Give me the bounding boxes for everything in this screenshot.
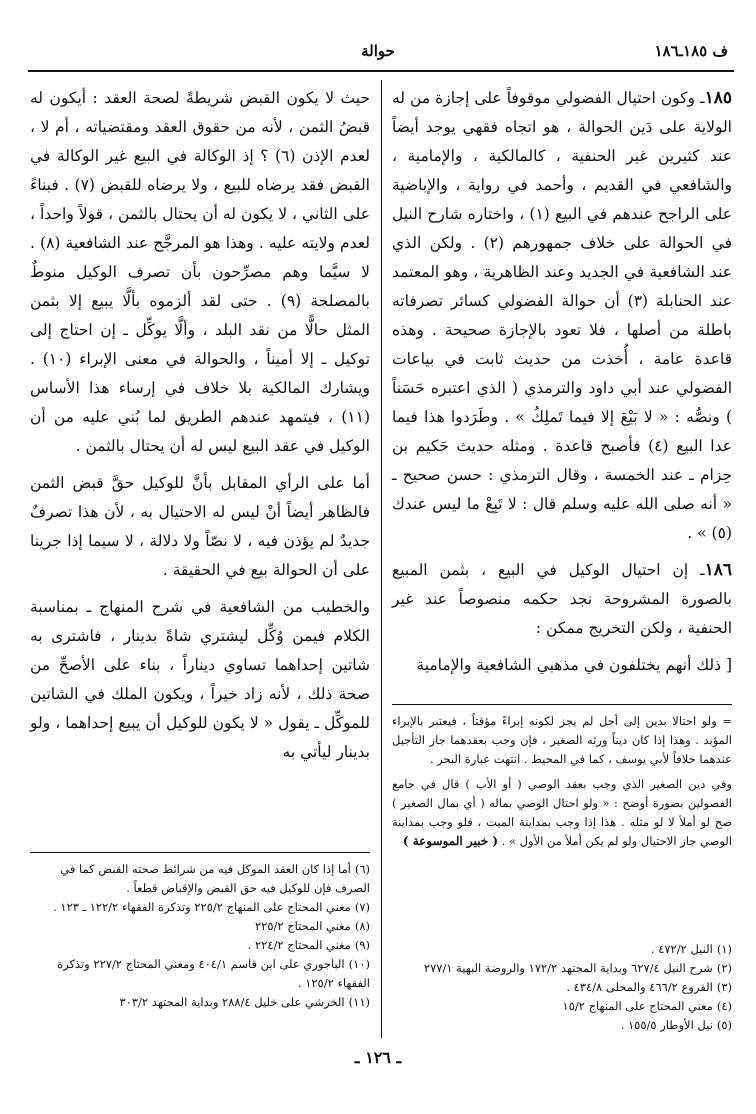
paragraph-bracket-quote <box>392 651 732 680</box>
notes-rule-left <box>30 852 370 853</box>
footnote: (٦)أما إذا كان العقد الموكل فيه من شرائط صحته القبض كما في الصرف فإن للوكيل فيه حق القبض والإقباض قطعاً . <box>60 862 370 895</box>
paragraph-185 <box>392 84 732 548</box>
footnote: (٤)مغني المحتاج على المنهاج ١٥/٢ <box>562 999 732 1013</box>
footnote: (٧)مغني المحتاج على المنهاج ٢٢٥/٢ وتذكرة الفقهاء ١٢٢/٢ ـ ١٢٣ . <box>53 900 370 914</box>
footnote: (٨)مغني المحتاج ٢٢٥/٢ <box>254 919 370 933</box>
footnote: (٢)شرح النيل ٦٢٧/٤ وبداية المجتهد ١٧٢/٢ والروضة البهية ٢٧٧/١ <box>423 961 732 975</box>
paragraph: حيث لا يكون القبض شريطةً لصحة العقد : أيكون له قبضُ الثمن ، لأنه من حقوق العقد ومقتضياته ، أم لا ، لعدم الإذن (٦) ؟ إذ الوكالة في البيع غير الوكالة في القبض فقد يرضاه للبيع ، ولا يرضاه للقبض (٧) . فبناءً على الثاني ، لا يكون له أن يحتال بالثمن ، قولاً واحداً ، لعدم ولايته عليه . وهذا هو المرجَّح عند الشافعية (٨) . لا سيَّما وهم مصرِّحون بأن تصرف الوكيل منوطٌ بالمصلحة (٩) . حتى لقد ألزموه بألَّا يبيع إلا بثمن المثل حالًّا من نقد البلد ، وألَّا يوكِّل ـ إن احتاج إلى توكيل ـ إلا أميناً ، والحوالة في معنى الإبراء (١٠) . ويشارك المالكية بلا خلاف في إرساء هذا الأساس (١١) ، فيتمهد عندهم الطريق لما بُني عليه من أن الوكيل في عقد البيع ليس له أن يحتال بالثمن . <box>30 89 371 455</box>
footnotes-left <box>30 860 370 1012</box>
header-rule <box>28 70 734 72</box>
commentary-note <box>392 712 732 857</box>
paragraph-text: ـ إن احتيال الوكيل في البيع ، بثمن المبيع بالصورة المشروحة نجد حكمه منصوصاً عند غير الحنفية ، ولكن التخريج ممكن : <box>392 561 732 637</box>
paragraph-186 <box>392 556 732 643</box>
column-divider <box>381 80 382 1038</box>
footnote: (٥)نيل الأوطار ١٥٥/٥ . <box>620 1018 732 1032</box>
notes-rule-right <box>392 704 732 705</box>
paragraph-text: ـ وكون احتيال الفضولي موقوفاً على إجازة من له الولاية على دَين الحوالة ، هو اتجاه فقهي يوجد أيضاً عند كثيرين غير الحنفية ، كالمالكية ، والإمامية ، والشافعي في القديم ، وأحمد في رواية ، والإباضية على الراجح عندهم في البيع (١) ، واختاره شارح النيل في الحوالة على خلاف جمهورهم (٢) . ولكن الذي عند الشافعية في الجديد وعند الظاهرية ، وهو المعتمد عند الحنابلة (٣) أن حوالة الفضولي كسائر تصرفاته باطلة من أصلها ، فلا تعود بالإجازة صحيحة . وهذه قاعدة عامة ، أُخذت من حديث ثابت في بياعات الفضولي عند أبي داود والترمذي ( الذي اعتبره حَسَناً ) ونصُّه : « لا بَيْعَ إلا فيما تَملِكُ » . وطَرَدوا هذا فيما عدا البيع (٤) فأصبح قاعدة . ومثله حديث حَكيم بن حِزام ـ عند الخمسة ، وقال الترمذي : حسن صحيح ـ « أنه صلى الله عليه وسلم قال : لا تَبِعْ ما ليس عندك (٥) » . <box>392 89 733 542</box>
paragraph: والخطيب من الشافعية في شرح المنهاج ـ بمناسبة الكلام فيمن وُكِّل ليشتري شاةً بدينار ، فاشترى به شاتين إحداهما تساوي ديناراً ، بناء على الأصحِّ من صحة ذلك ، لأنه زاد خيراً ، ويكون الملك في الشاتين للموكِّل ـ يقول « لا يكون للوكيل أن يبيع إحداهما ، ولو بدينار ليأتي به <box>30 598 370 761</box>
page-number: ـ ١٢٦ ـ <box>354 1048 402 1067</box>
left-column <box>30 84 370 775</box>
footnotes-right <box>392 940 732 1035</box>
commentary-paragraph: وفي دين الصغير الذي وجب بعقد الوصي ( أو الأب ) قال في جامع الفصولين بصورة أوضح : « ولو احتال الوصي بماله ( أي بمال الصغير ) صح لو أملأ لا لو مثله . هذا إذا وجب بمداينة الميت ، فلو وجب بمداينة الوصي جاز الاحتيال ولو لم يكن أملأ من الأول » . ( خبير الموسوعة ) <box>392 777 732 848</box>
paragraph: أما على الرأي المقابل بأنَّ للوكيل حقَّ قبض الثمن فالظاهر أيضاً أنْ ليس له الاحتيال به ، لأن هذا تصرفٌ جديدٌ لم يؤذن فيه ، لا نصّاً ولا دلالة ، لا سيما إذا جرينا على أن الحوالة بيع في الحقيقة . <box>30 474 370 579</box>
footnote: (١٠)الباجوري على ابن قاسم ٤٠٤/١ ومغني المحتاج ٢٢٧/٢ وتذكرة الفقهاء ١٢٥/٢ . <box>57 957 370 990</box>
running-title: حوالة <box>361 42 395 60</box>
paragraph-text: [ ذلك أنهم يختلفون في مذهبي الشافعية والإمامية <box>416 656 732 674</box>
paragraph-number: ١٨٥ <box>704 88 732 108</box>
commentary-source: ( خبير الموسوعة ) <box>402 834 499 848</box>
footnote: (٩)مغني المحتاج ٢٢٤/٢ . <box>247 938 370 952</box>
commentary-paragraph: = ولو احتالا بدين إلى أجل لم يجز لكونه إبراءً مؤقتاً ، فيعتبر بالإبراء المؤبد . وهذا إذا كان ديناً ورثه الصغير ، فإن وجب بعقدهما جاز التأجيل عندهما خلافاً لأبي يوسف ، كما في المحيط . انتهت عبارة البحر . <box>392 714 732 766</box>
right-column <box>392 84 732 688</box>
footnote: (١١)الخرشي على خليل ٢٨٨/٤ وبداية المجتهد ٣٠٣/٢ <box>119 995 370 1009</box>
paragraph-number: ١٨٦ <box>704 560 732 580</box>
footnote: (٣)الفروع ٤٦٦/٢ والمحلى ٤٣٤/٨ . <box>566 980 732 994</box>
footnote: (١)النيل ٤٧٢/٢ . <box>650 942 732 956</box>
page-reference: ف ١٨٥ـ١٨٦ <box>654 42 728 60</box>
